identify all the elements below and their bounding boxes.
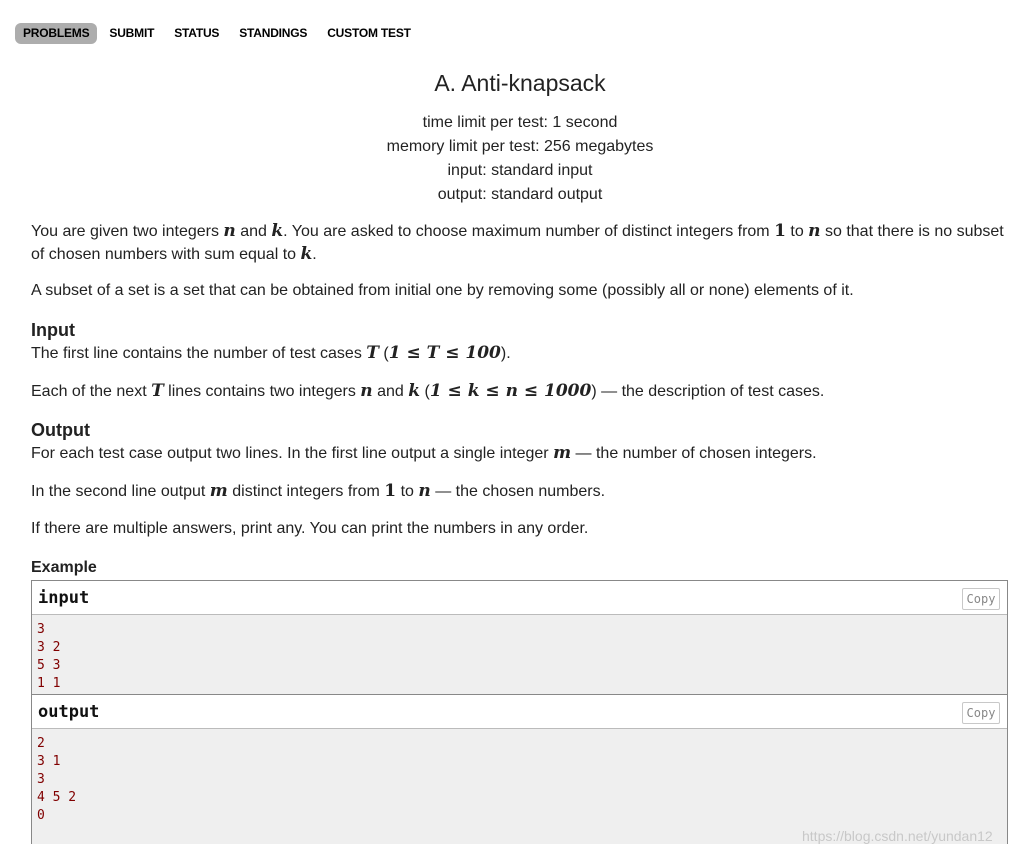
math-m: m — [553, 443, 572, 463]
text: You are given two integers — [31, 223, 224, 240]
output-line: 0 — [37, 808, 45, 823]
text: . — [312, 246, 317, 263]
math-constraint: 1 ≤ k ≤ n ≤ 1000 — [429, 381, 592, 401]
text: distinct integers from — [227, 483, 385, 500]
math-k: k — [300, 244, 313, 264]
math-n: n — [418, 481, 431, 501]
math-n: n — [360, 381, 373, 401]
output-line: 3 — [37, 772, 45, 787]
text: ) — the description of test cases. — [591, 383, 825, 400]
example-input-header — [32, 581, 1007, 615]
text: to — [396, 483, 419, 500]
math-k: k — [408, 381, 421, 401]
example-input-box — [31, 580, 1008, 695]
nav-standings[interactable]: STANDINGS — [239, 25, 308, 40]
text: and — [372, 383, 409, 400]
math-T: T — [151, 381, 164, 401]
example-output-content[interactable] — [32, 729, 1007, 844]
text: For each test case output two lines. In the first line output a single integer — [31, 445, 554, 462]
output-line: 2 — [37, 736, 45, 751]
watermark: https://blog.csdn.net/yundan12 — [802, 828, 993, 844]
statement-paragraph-1 — [31, 220, 1016, 266]
output-heading: Output — [31, 420, 90, 440]
text: ). — [500, 345, 511, 362]
output-line: 4 5 2 — [37, 790, 77, 805]
input-paragraph-1 — [31, 342, 1016, 365]
input-line: 5 3 — [37, 658, 61, 673]
text: The first line contains the number of test cases — [31, 345, 367, 362]
text: lines contains two integers — [163, 383, 361, 400]
nav-submit[interactable]: SUBMIT — [109, 25, 155, 40]
text: In the second line output — [31, 483, 210, 500]
nav-problems[interactable]: PROBLEMS — [15, 23, 97, 44]
text: and — [235, 223, 272, 240]
example-output-label: output — [38, 702, 100, 722]
example-heading: Example — [31, 559, 97, 576]
math-1: 1 — [384, 481, 397, 501]
memory-limit: memory limit per test: 256 megabytes — [386, 138, 654, 155]
text: so that there is no subset of chosen numbers with sum equal to — [31, 223, 1004, 263]
output-paragraph-1 — [31, 442, 1016, 465]
input-heading: Input — [31, 320, 75, 340]
copy-output-button[interactable]: Copy — [962, 702, 1000, 724]
output-line: 3 1 — [37, 754, 61, 769]
output-paragraph-3: If there are multiple answers, print any. You can print the numbers in any order. — [31, 520, 589, 537]
statement-paragraph-2: A subset of a set is a set that can be obtained from initial one by removing some (possibly all or none) elements of it. — [31, 282, 854, 299]
nav-status[interactable]: STATUS — [174, 25, 220, 40]
output-paragraph-2 — [31, 480, 1016, 503]
math-T: T — [366, 343, 379, 363]
input-line: 1 1 — [37, 676, 61, 691]
example-input-content[interactable] — [32, 615, 1007, 695]
math-n: n — [223, 221, 236, 241]
top-nav — [15, 22, 423, 44]
output-source: output: standard output — [437, 186, 603, 203]
problem-limits — [0, 111, 1025, 207]
copy-input-button[interactable]: Copy — [962, 588, 1000, 610]
text: — the number of chosen integers. — [571, 445, 817, 462]
math-m: m — [209, 481, 228, 501]
problem-title: A. Anti-knapsack — [434, 70, 606, 96]
input-source: input: standard input — [447, 162, 593, 179]
text: ( — [378, 345, 389, 362]
text: Each of the next — [31, 383, 152, 400]
text: ( — [420, 383, 430, 400]
text: . You are asked to choose maximum number of distinct integers from — [283, 223, 775, 240]
math-constraint: 1 ≤ T ≤ 100 — [388, 343, 501, 363]
time-limit: time limit per test: 1 second — [422, 114, 618, 131]
text: — the chosen numbers. — [430, 483, 606, 500]
text: to — [785, 223, 809, 240]
example-output-header — [32, 695, 1007, 729]
input-paragraph-2 — [31, 380, 1016, 403]
example-input-label: input — [38, 588, 90, 608]
math-n: n — [808, 221, 821, 241]
math-k: k — [271, 221, 284, 241]
input-line: 3 — [37, 622, 45, 637]
math-1: 1 — [774, 221, 786, 241]
example-output-box — [31, 694, 1008, 844]
input-line: 3 2 — [37, 640, 61, 655]
nav-custom-test[interactable]: CUSTOM TEST — [327, 25, 411, 40]
